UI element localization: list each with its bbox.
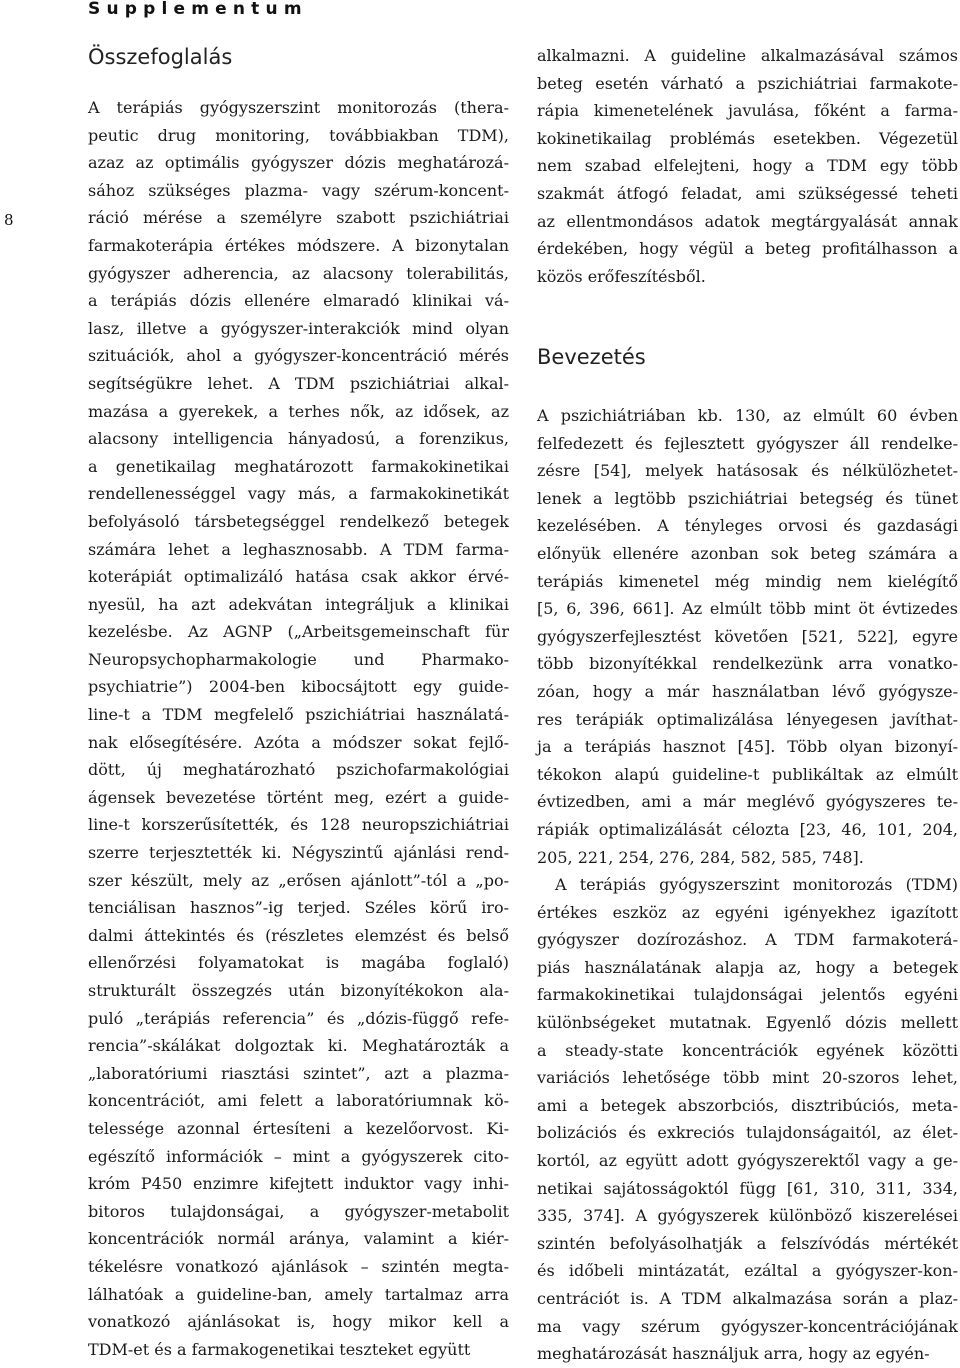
text-line: Neuropsychopharmakologie und Pharmako-	[88, 649, 509, 669]
text-line: króm P450 enzimre kifejtett induktor vagy inhi-	[88, 1174, 509, 1194]
text-line: és időbeli mintázatát, ezáltal a gyógyszer-kon-	[537, 1261, 958, 1281]
text-line: tékelésre vonatkozó ajánlások – szintén megta-	[88, 1256, 509, 1276]
text-line: line-t a TDM megfelelő pszichiátriai használatá-	[88, 705, 509, 725]
text-line: szituációk, ahol a gyógyszer-koncentráció mérés	[88, 346, 509, 366]
summary-paragraph	[88, 94, 509, 1363]
text-line: koterápiát optimalizáló hatása csak akkor érvé-	[88, 567, 509, 587]
text-line: zóan, hogy a már használatban lévő gyógysze-	[537, 681, 958, 701]
text-line: ja a terápiás hasznot [45]. Több olyan bizonyí-	[537, 737, 958, 757]
text-line: szerre terjesztették ki. Négyszintű ajánlási rend-	[88, 843, 509, 863]
text-line: szer készült, mely az „erősen ajánlott”-tól a „po-	[88, 870, 509, 890]
text-line: a steady-state koncentrációk egyének közötti	[537, 1040, 958, 1060]
text-line: res terápiák optimalizálása lényegesen javíthat-	[537, 709, 958, 729]
text-line: „laboratóriumi riasztási szintet”, azt a plazma-	[88, 1063, 509, 1083]
text-line: koncentrációt, ami felett a laboratóriumnak kö-	[88, 1091, 509, 1111]
text-line: a genetikailag meghatározott farmakokinetikai	[88, 456, 509, 476]
text-line: sához szükséges plazma- vagy szérum-koncent-	[88, 180, 509, 200]
text-line: az ellentmondásos adatok megtárgyalását annak	[537, 211, 958, 231]
text-line: [5, 6, 396, 661]. Az elmúlt több mint öt évtizedes	[537, 599, 958, 619]
introduction-paragraphs	[537, 402, 958, 1368]
text-line: dött, új meghatározható pszichofarmakológiai	[88, 760, 509, 780]
text-line: beteg esetén várható a pszichiátriai farmakote-	[537, 73, 958, 93]
text-line: azaz az optimális gyógyszer dózis meghatározá-	[88, 153, 509, 173]
text-line: előnyük ellenére azonban sok beteg számára a	[537, 543, 958, 563]
text-line: alkalmazni. A guideline alkalmazásával számos	[537, 46, 958, 65]
text-line: nak elősegítésére. Azóta a módszer sokat fejlő-	[88, 732, 509, 752]
text-line: psychiatrie”) 2004-ben kibocsájtott egy guide-	[88, 677, 509, 697]
text-line: közös erőfeszítésből.	[537, 266, 706, 286]
text-line: kokinetikailag problémás esetekben. Végezetül	[537, 128, 958, 148]
text-line: dalmi áttekintés és (részletes elemzést és belső	[88, 925, 509, 945]
text-line: évtizedben, ami a már meglévő gyógyszeres te-	[537, 792, 958, 812]
text-line: zésre [54], melyek hatásosak és nélkülözhetet-	[537, 461, 958, 481]
summary-continuation-paragraph	[537, 42, 958, 290]
text-line: ágensek bevezetése történt meg, ezért a guide-	[88, 787, 509, 807]
text-line: befolyásoló társbetegséggel rendelkező betegek	[88, 511, 509, 531]
text-line: koncentrációk normál aránya, valamint a kiér-	[88, 1229, 509, 1249]
text-line: variációs lehetősége több mint 20-szoros lehet,	[537, 1068, 958, 1088]
text-line: gyógyszer adherencia, az alacsony tolerabilitás,	[88, 263, 509, 283]
text-line: farmakoterápia értékes módszere. A bizonytalan	[88, 235, 509, 255]
text-line: tenciálisan hasznos”-ig terjed. Széles körű iro-	[88, 898, 509, 918]
text-line: számára lehet a leghasznosabb. A TDM farma-	[88, 539, 509, 559]
text-line: tékokon alapú guideline-t publikáltak az elmúlt	[537, 764, 958, 784]
text-line: bolizációs és exkreciós tulajdonságaitól, az élet-	[537, 1123, 958, 1143]
text-line: ellenőrzési folyamatokat is magába foglaló)	[88, 953, 509, 973]
text-line: gyógyszer dozírozáshoz. A TDM farmakoterá-	[537, 930, 958, 950]
text-line: strukturált összegzés után bizonyítékokon ala-	[88, 981, 509, 1000]
text-line: rápiák optimalizálását célozta [23, 46, 101, 204,	[537, 819, 958, 839]
text-line: terápiás kimenetel még mindig nem kielégítő	[537, 571, 958, 591]
text-line: mazása a gyerekek, a terhes nők, az idősek, az	[88, 401, 509, 421]
text-line: farmakokinetikai tulajdonságai jelentős egyéni	[537, 985, 958, 1005]
text-line: lenek a legtöbb pszichiátriai betegség és tünet	[537, 488, 958, 508]
text-line: kezelésbe. Az AGNP („Arbeitsgemeinschaft für	[88, 622, 509, 642]
text-line: TDM-et és a farmakogenetikai teszteket együtt	[88, 1339, 471, 1359]
text-line: különbségeket mutatnak. Egyenlő dózis mellett	[537, 1013, 958, 1033]
text-line: gyógyszerfejlesztést követően [521, 522], egyre	[537, 626, 958, 646]
text-line: netikai sajátosságoktól függ [61, 310, 311, 334,	[537, 1178, 958, 1198]
text-line: alacsony intelligencia hányadosú, a forenzikus,	[88, 429, 509, 449]
text-line: A terápiás gyógyszerszint monitorozás (TDM)	[555, 875, 958, 895]
text-line: szakmát átfogó feladat, ami szükségessé teheti	[537, 183, 958, 203]
text-line: bitoros tulajdonságai, a gyógyszer-metabolit	[88, 1201, 509, 1221]
text-line: kezelésében. A tényleges orvosi és gazdasági	[537, 516, 958, 536]
text-line: ma vagy szérum gyógyszer-koncentrációjának	[537, 1316, 958, 1336]
text-line: centrációt is. A TDM alkalmazása során a plaz-	[537, 1289, 958, 1308]
text-line: puló „terápiás referencia” és „dózis-függő refe-	[88, 1008, 509, 1028]
text-line: több bizonyítékkal rendelkezünk arra vonatko-	[537, 654, 958, 674]
text-line: rápia kimenetelének javulása, főként a farma-	[537, 101, 958, 121]
text-line: A pszichiátriában kb. 130, az elmúlt 60 évben	[537, 406, 958, 425]
page-number: 8	[4, 211, 14, 229]
text-line: rendellenességgel vagy más, a farmakokinetikát	[88, 484, 509, 504]
text-line: felfedezett és fejlesztett gyógyszer áll rendelke-	[537, 433, 958, 453]
text-line: peutic drug monitoring, továbbiakban TDM),	[88, 125, 509, 145]
text-line: 335, 374]. A gyógyszerek különböző kiszerelései	[537, 1206, 958, 1226]
text-line: szintén befolyásolhatják a felszívódás mértékét	[537, 1233, 958, 1253]
text-line: piás használatának alapja az, hogy a betegek	[537, 957, 958, 977]
text-line: line-t korszerűsítették, és 128 neuropszichiátriai	[88, 815, 509, 835]
text-line: kortól, az együtt adott gyógyszerektől vagy a ge-	[537, 1151, 958, 1171]
text-line: érdekében, hogy végül a beteg profitálhasson a	[537, 239, 958, 259]
text-line: segítségükre lehet. A TDM pszichiátriai alkal-	[88, 373, 509, 393]
text-line: ami a betegek abszorbciós, disztribúciós, meta-	[537, 1095, 958, 1115]
text-line: a terápiás dózis ellenére elmaradó klinikai vá-	[88, 291, 509, 311]
text-line: ráció mérése a személyre szabott pszichiátriai	[88, 208, 509, 228]
text-line: telessége azonnal értesíteni a kezelőorvost. Ki-	[88, 1118, 509, 1138]
text-line: meghatározását használjuk arra, hogy az egyén-	[537, 1344, 930, 1364]
text-line: rencia”-skálákat dolgoztak ki. Meghatározták a	[88, 1036, 509, 1056]
text-line: A terápiás gyógyszerszint monitorozás (thera-	[88, 98, 509, 117]
text-line: nem szabad elfelejteni, hogy a TDM egy több	[537, 156, 958, 176]
text-line: vonatkozó ajánlásokat is, hogy mikor kell a	[88, 1312, 509, 1332]
journal-section-header: Supplementum	[88, 0, 308, 19]
text-line: lálhatóak a guideline-ban, amely tartalmaz arra	[88, 1284, 509, 1304]
introduction-heading: Bevezetés	[537, 345, 646, 369]
summary-heading: Összefoglalás	[88, 45, 233, 69]
text-line: 205, 221, 254, 276, 284, 582, 585, 748].	[537, 847, 864, 867]
text-line: értékes eszköz az egyéni igényekhez igazított	[537, 902, 958, 922]
text-line: lasz, illetve a gyógyszer-interakciók mind olyan	[88, 318, 509, 338]
text-line: egészítő információk – mint a gyógyszerek cito-	[88, 1146, 509, 1166]
text-line: nyesül, ha azt adekvátan integráljuk a klinikai	[88, 594, 509, 614]
